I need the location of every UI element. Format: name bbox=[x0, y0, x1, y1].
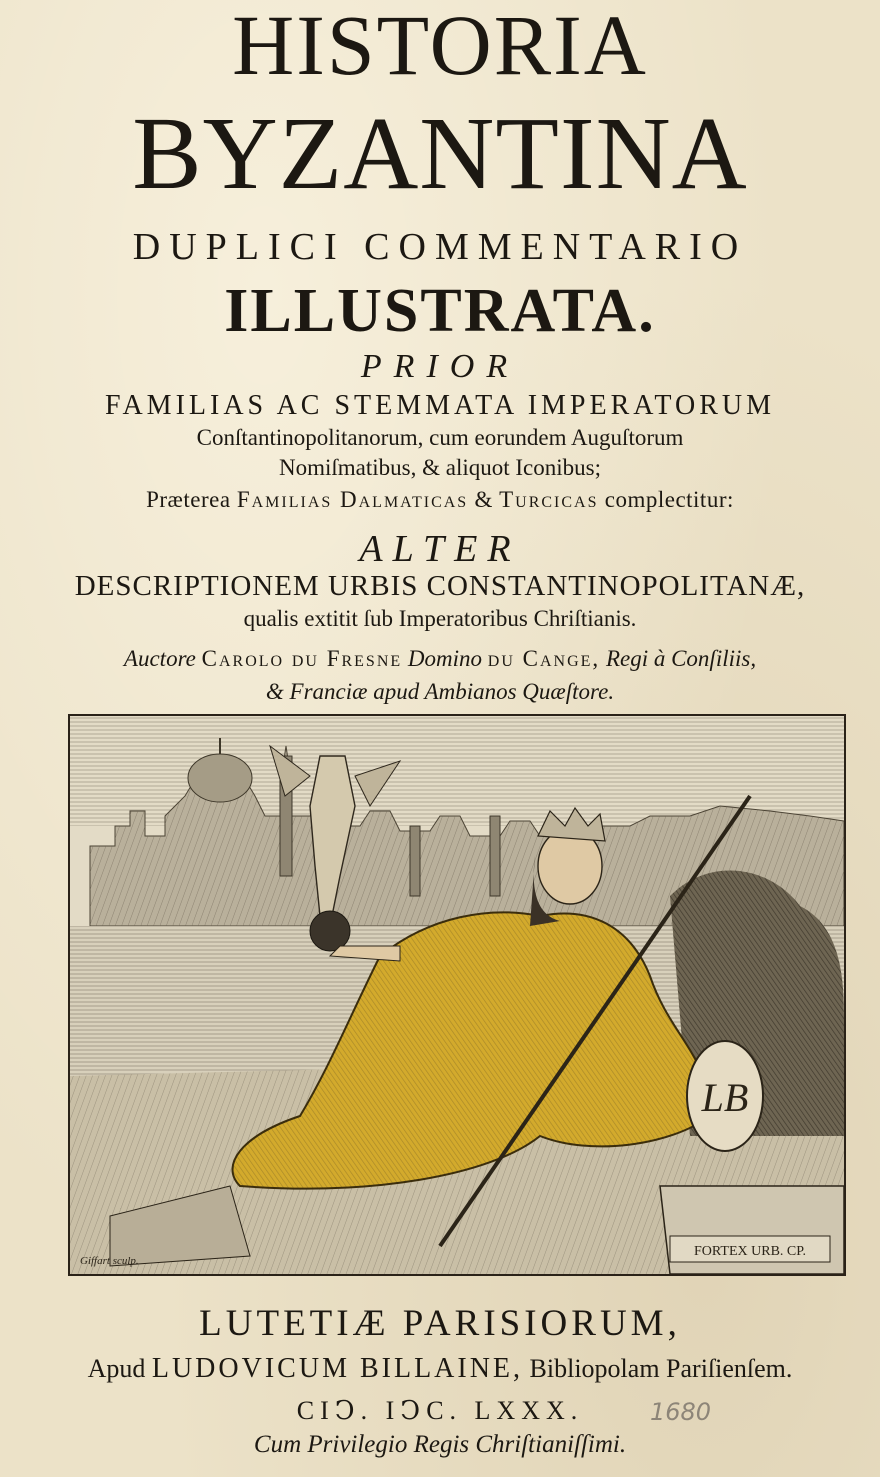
prior-complectitur: complectitur: bbox=[604, 487, 734, 512]
pencil-annotation: 1680 bbox=[650, 1398, 712, 1426]
alter-line-2: qualis extitit ſub Imperatoribus Chriſtianis. bbox=[243, 606, 637, 631]
title-historia: HISTORIA bbox=[232, 0, 648, 93]
imprint-bibliopolam: Bibliopolam Pariſienſem. bbox=[529, 1354, 793, 1383]
prior-line-4 bbox=[0, 488, 880, 511]
alter-heading: ALTER bbox=[359, 528, 521, 570]
prior-praeterea: Præterea bbox=[146, 487, 231, 512]
shield-monogram: LB bbox=[701, 1075, 749, 1120]
prior-line-2: Conſtantinopolitanorum, cum eorundem Auguſtorum bbox=[196, 425, 684, 450]
author-name: Carolo du Fresne bbox=[201, 646, 403, 671]
prior-ampersand: & bbox=[474, 487, 493, 512]
author-regi: Regi à Conſiliis, bbox=[605, 646, 757, 671]
prior-line-1: FAMILIAS AC STEMMATA IMPERATORUM bbox=[104, 390, 776, 421]
imprint-publisher: LUDOVICUM BILLAINE, bbox=[151, 1353, 524, 1384]
alter-line-1: DESCRIPTIONEM URBIS CONSTANTINOPOLITANÆ, bbox=[74, 570, 806, 602]
engraver-signature: Giffart sculp. bbox=[80, 1255, 139, 1267]
engraving-illustration bbox=[70, 716, 844, 1274]
prior-familias-dalmaticas: Familias Dalmaticas bbox=[236, 487, 469, 512]
author-du-cange: du Cange, bbox=[487, 646, 601, 671]
imprint-privilege: Cum Privilegio Regis Chriſtianiſſimi. bbox=[253, 1431, 627, 1458]
stone-inscription: FORTEX URB. CP. bbox=[694, 1244, 806, 1259]
imprint-date: CIↃ. IↃC. LXXX. bbox=[296, 1396, 584, 1425]
author-line-1 bbox=[0, 647, 880, 670]
title-duplici-commentario: DUPLICI COMMENTARIO bbox=[132, 226, 748, 268]
imprint-city: LUTETIÆ PARISIORUM, bbox=[199, 1303, 681, 1344]
author-domino: Domino bbox=[407, 646, 483, 671]
prior-heading: PRIOR bbox=[360, 348, 520, 385]
title-illustrata: ILLUSTRATA. bbox=[224, 277, 656, 345]
imprint-apud: Apud bbox=[87, 1354, 146, 1383]
frontispiece-engraving bbox=[68, 714, 846, 1276]
imprint-publisher-line bbox=[0, 1355, 880, 1383]
author-auctore: Auctore bbox=[123, 646, 196, 671]
prior-line-3: Nomiſmatibus, & aliquot Iconibus; bbox=[279, 455, 601, 480]
title-byzantina: BYZANTINA bbox=[132, 96, 748, 211]
prior-turcicas: Turcicas bbox=[499, 487, 599, 512]
author-line-2: & Franciæ apud Ambianos Quæſtore. bbox=[265, 679, 615, 704]
